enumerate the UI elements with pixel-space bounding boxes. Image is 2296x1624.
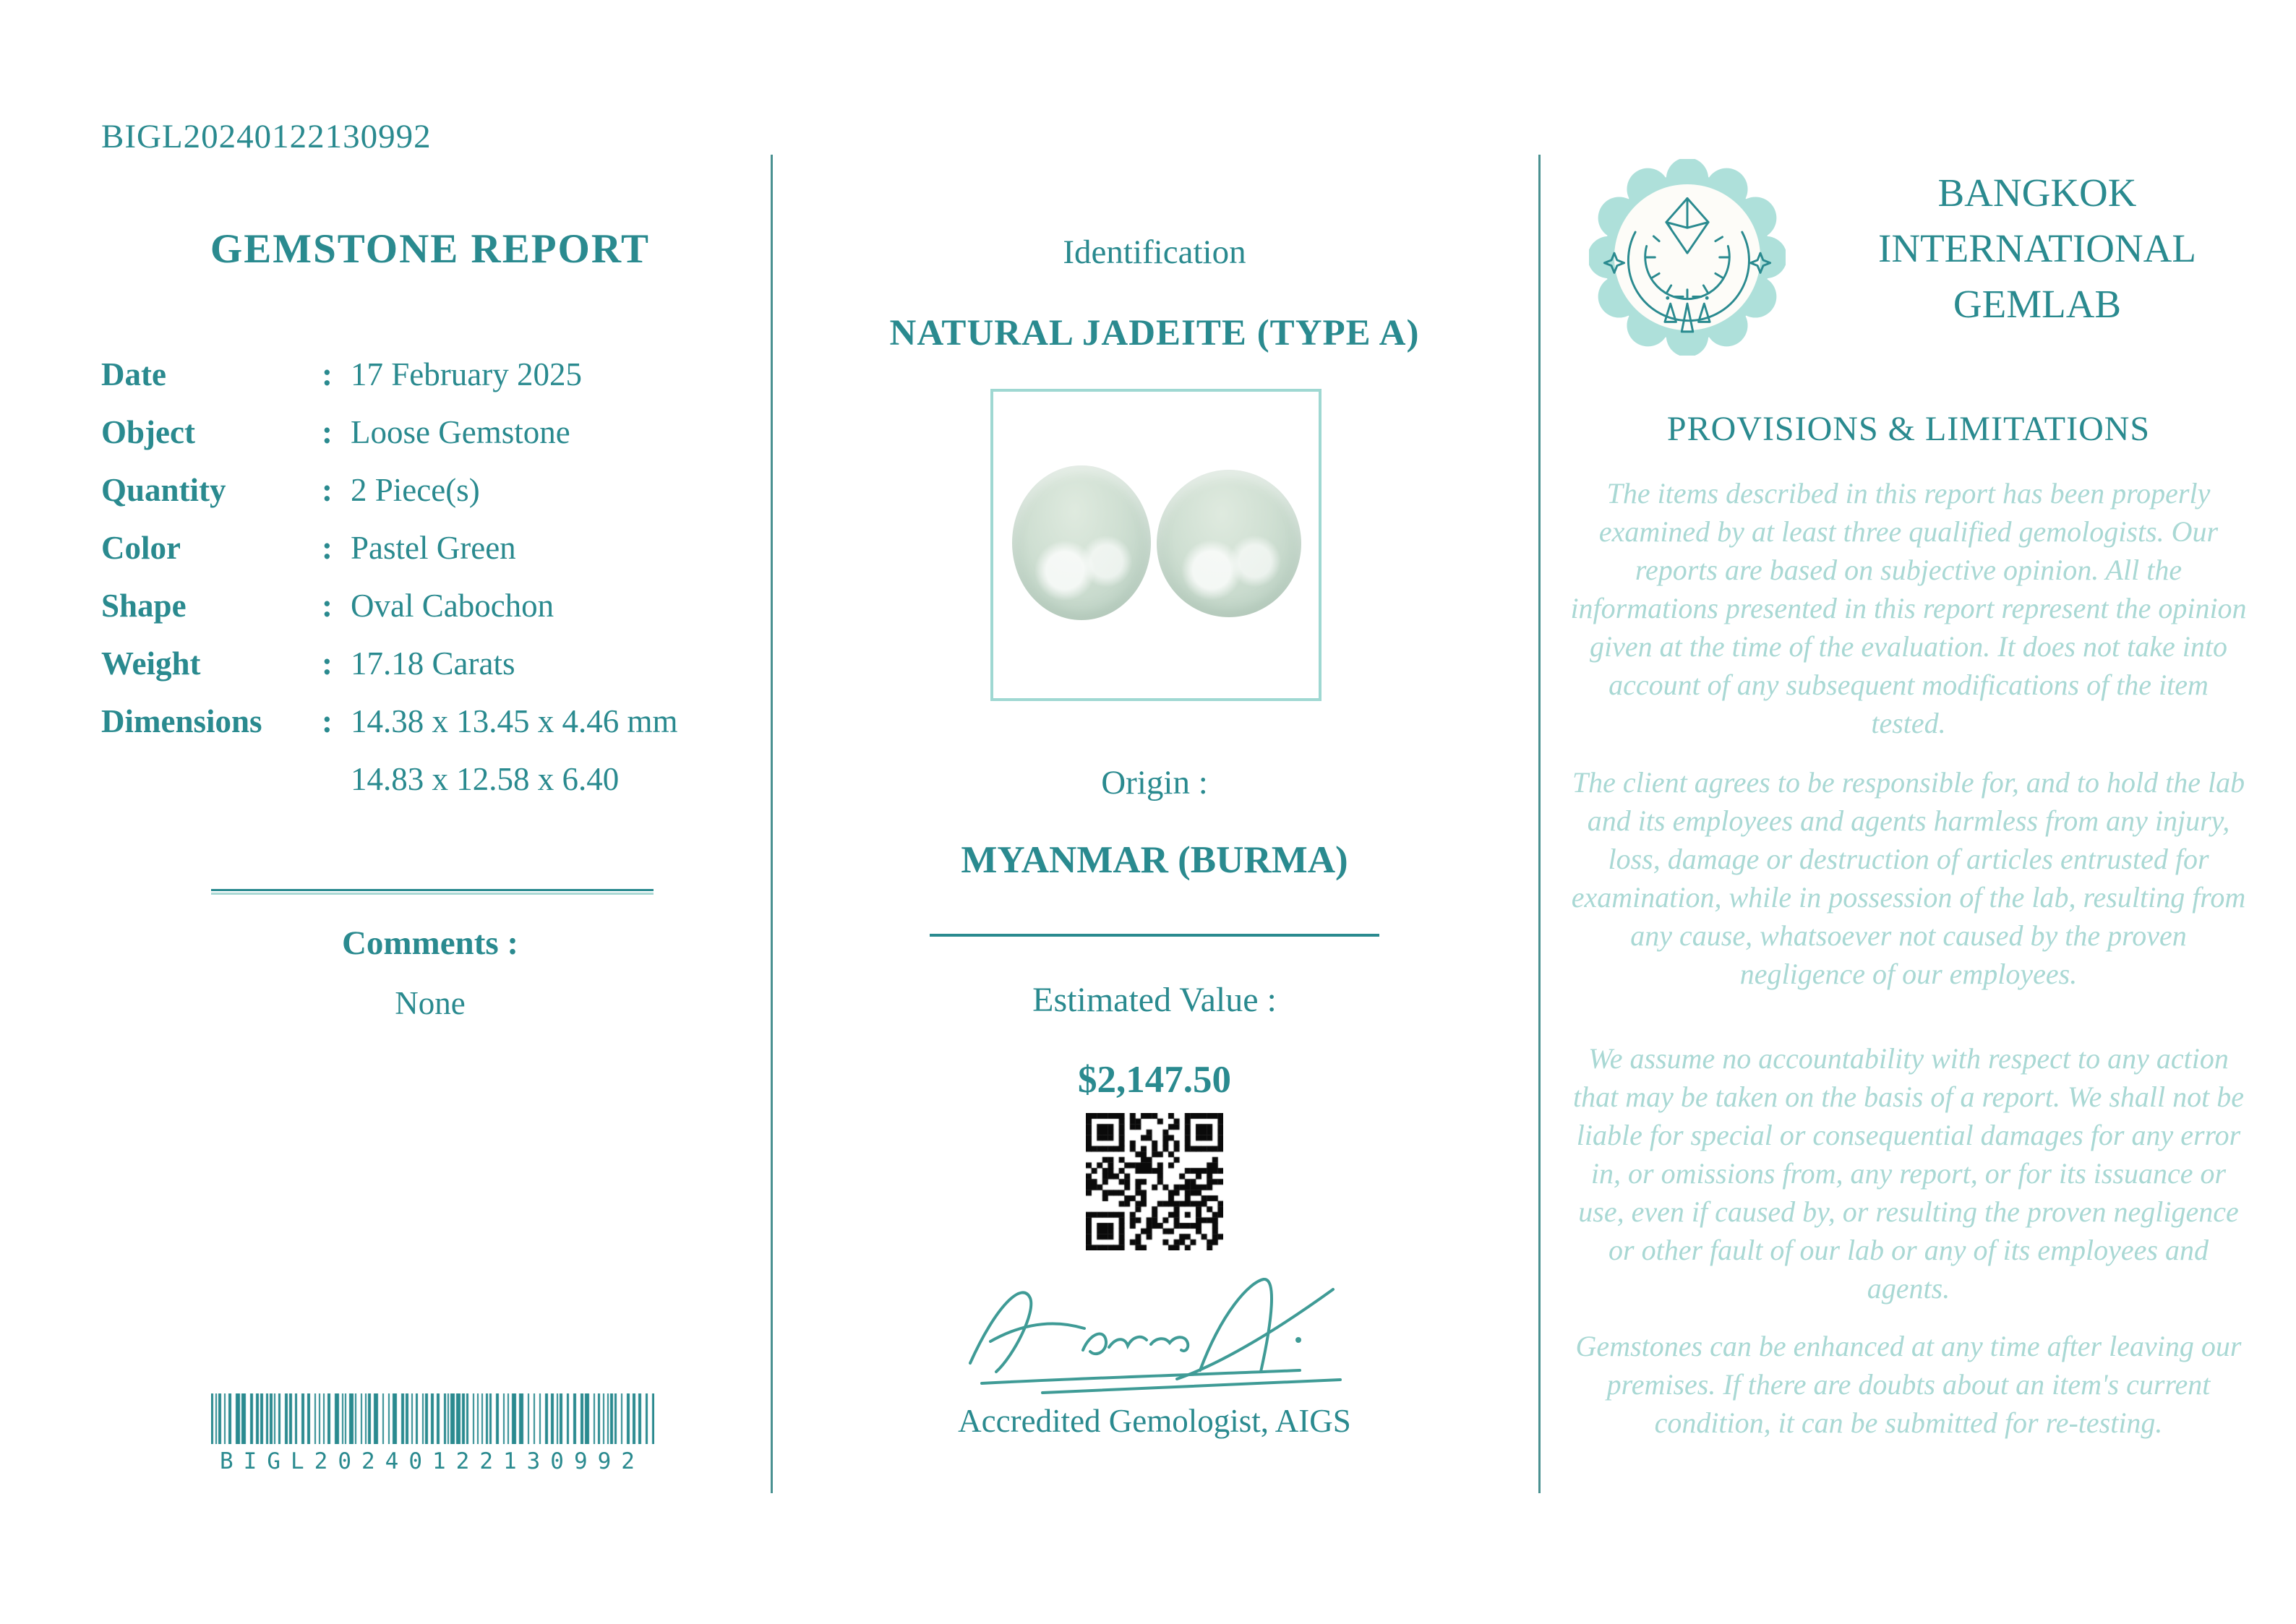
qr-code (1086, 1113, 1223, 1250)
field-row-object (101, 403, 752, 461)
provisions-paragraph-1: The items described in this report has been properly examined by at least three qualified gemologists. Our reports are based on subjective opinion. All the informations presented in this report represent the opinion given at the time of the evaluation. It does not take into account of any subsequent modifications of the item tested. (1570, 477, 2247, 739)
report-fields (101, 345, 752, 808)
field-value: 2 Piece(s) (351, 472, 480, 508)
field-colon: : (322, 414, 333, 450)
field-value: 17.18 Carats (351, 645, 515, 682)
origin-label: Origin : (1101, 764, 1208, 802)
field-row-color (101, 519, 752, 577)
field-colon: : (322, 472, 333, 508)
field-value: Oval Cabochon (351, 588, 554, 624)
field-row-dimensions-2 (101, 750, 752, 808)
field-label: Quantity (101, 472, 226, 508)
field-row-shape (101, 577, 752, 635)
provisions-paragraph-3: We assume no accountability with respect to any action that may be taken on the basis of a report. We shall not be liable for special or consequential damages for any error in, or omissions from, any report, or for its issuance or use, even if caused by, or resulting the proven negligence or other fault of our lab or any of its employees and agents. (1572, 1042, 2245, 1305)
lab-name-line-1: BANGKOK (1937, 171, 2137, 215)
barcode (211, 1393, 654, 1444)
report-title: GEMSTONE REPORT (210, 226, 651, 272)
column-divider-left (771, 155, 773, 1493)
provisions-title: PROVISIONS & LIMITATIONS (1666, 410, 2151, 448)
column-divider-right (1538, 155, 1541, 1493)
field-value: 14.38 x 13.45 x 4.46 mm (351, 703, 678, 739)
gemologist-title: Accredited Gemologist, AIGS (958, 1403, 1351, 1439)
provisions-paragraph-2: The client agrees to be responsible for, and to hold the lab and its employees and agents harmless from any injury, loss, damage or destruction of articles entrusted for examination, while in possession of the lab, resulting from any cause, whatsoever not caused by the proven negligence of our employees. (1571, 766, 2246, 990)
origin-value: MYANMAR (BURMA) (961, 839, 1348, 881)
provisions-paragraph-4: Gemstones can be enhanced at any time after leaving our premises. If there are doubts about an item's current condition, it can be submitted for re-testing. (1575, 1330, 2242, 1439)
estimated-value-label: Estimated Value : (1032, 981, 1277, 1019)
gem-identification-name: NATURAL JADEITE (TYPE A) (889, 313, 1420, 353)
field-colon: : (322, 530, 333, 566)
gem-cabochon-left (1012, 465, 1151, 620)
gemologist-signature (961, 1269, 1352, 1398)
lab-name-line-3: GEMLAB (1953, 282, 2122, 326)
field-row-date (101, 345, 752, 403)
lab-name-line-2: INTERNATIONAL (1878, 226, 2196, 270)
estimated-value: $2,147.50 (1078, 1059, 1231, 1101)
lab-name (1806, 165, 2269, 332)
field-colon: : (322, 356, 333, 392)
field-value: 17 February 2025 (351, 356, 582, 392)
barcode-text: BIGL20240122130992 (220, 1448, 645, 1474)
field-value: Pastel Green (351, 530, 516, 566)
comments-label: Comments : (341, 924, 519, 962)
gem-cabochon-right (1157, 470, 1301, 617)
field-label: Object (101, 414, 195, 450)
field-colon: : (322, 645, 333, 682)
field-label: Dimensions (101, 703, 262, 739)
field-label: Color (101, 530, 181, 566)
field-label: Date (101, 356, 166, 392)
comments-value: None (395, 985, 466, 1021)
field-label: Shape (101, 588, 187, 624)
field-row-quantity (101, 461, 752, 519)
field-label: Weight (101, 645, 201, 682)
gem-photo (990, 389, 1322, 701)
middle-divider (930, 934, 1379, 937)
field-row-dimensions (101, 692, 752, 750)
report-number: BIGL20240122130992 (101, 118, 432, 155)
field-row-weight (101, 635, 752, 692)
field-value: Loose Gemstone (351, 414, 570, 450)
field-value: 14.83 x 12.58 x 6.40 (351, 761, 620, 797)
field-colon: : (322, 703, 333, 739)
comments-divider (211, 889, 654, 891)
field-colon: : (322, 588, 333, 624)
identification-section-title: Identification (1063, 233, 1246, 271)
gemlab-logo-icon (1589, 159, 1786, 356)
